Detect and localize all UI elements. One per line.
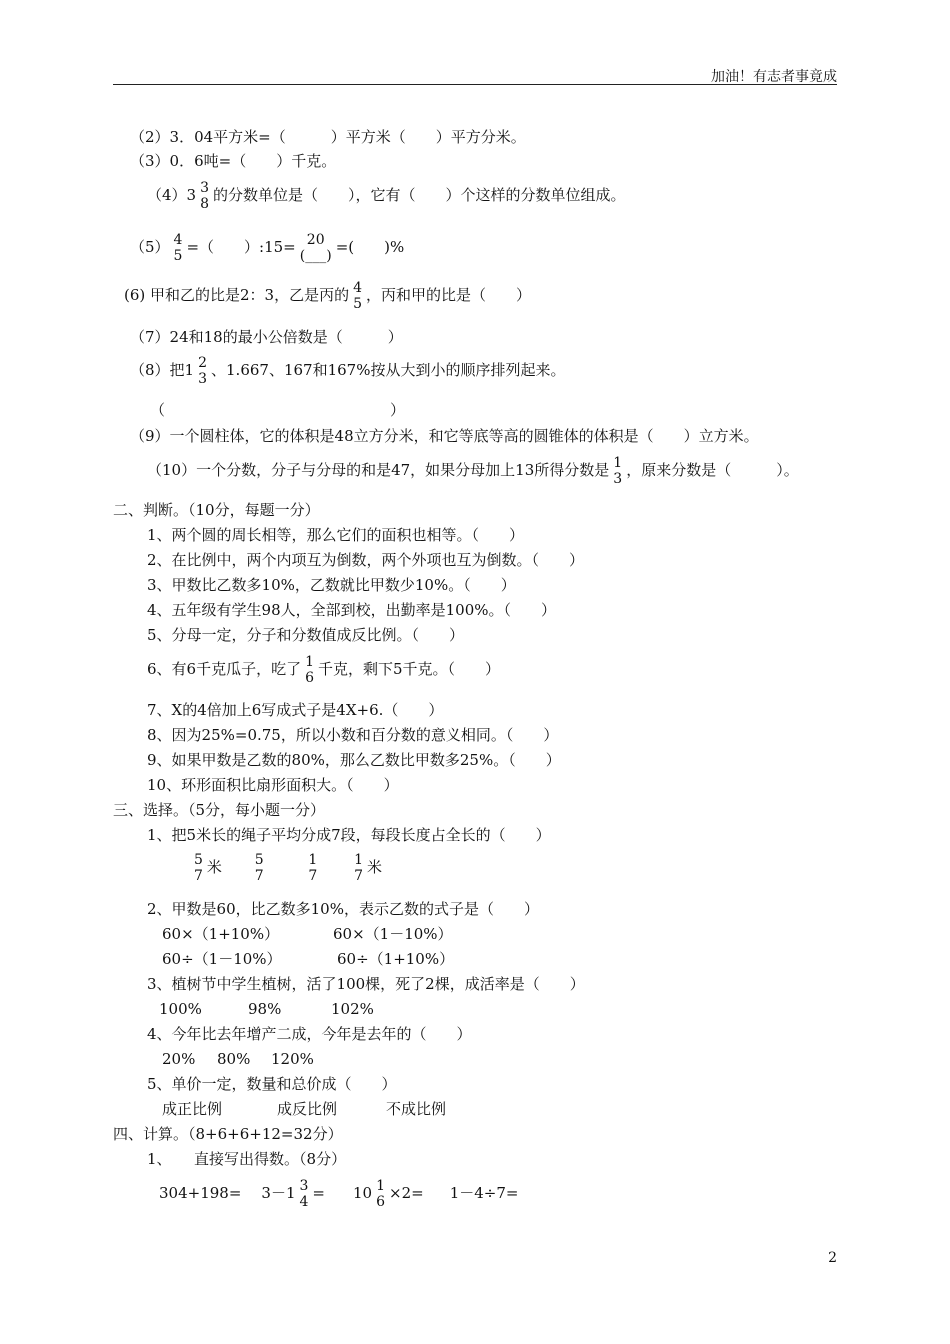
header-motto: 加油！有志者事竟成 — [711, 69, 837, 85]
calc-e3-den: 6 — [376, 1194, 386, 1210]
fill-q8-post: 、1.667、167和167%按从大到小的顺序排列起来。 — [211, 361, 566, 379]
fill-q8-den: 3 — [198, 371, 208, 387]
choice-q1-opt-a — [190, 852, 222, 884]
header-rule — [113, 84, 837, 85]
opt-den: 7 — [254, 868, 264, 884]
opt-num: 1 — [354, 852, 364, 868]
choice-q2: 2、甲数是60，比乙数多10%，表示乙数的式子是（ ） — [147, 900, 539, 918]
judge-title: 二、判断。（10分，每题一分） — [113, 501, 320, 519]
fill-q5-den: 5 — [173, 248, 183, 264]
fill-q8 — [130, 355, 565, 387]
fill-q4-post: 的分数单位是（ ），它有（ ）个这样的分数单位组成。 — [213, 186, 626, 204]
choice-q2-opt-d: 60÷（1+10%） — [337, 950, 455, 968]
fill-q6-fraction — [351, 280, 364, 312]
fill-q10-pre: （10）一个分数，分子与分母的和是47，如果分母加上13所得分数是 — [147, 461, 610, 479]
choice-q4-opt-a: 20% — [162, 1050, 196, 1068]
fill-q6-den: 5 — [353, 296, 363, 312]
choice-q3-opt-b: 98% — [248, 1000, 282, 1018]
fill-q4-fraction — [198, 180, 211, 212]
judge-item: 9、如果甲数是乙数的80%，那么乙数比甲数多25%。（ ） — [147, 751, 561, 769]
fill-q6-pre: (6) 甲和乙的比是2：3，乙是丙的 — [124, 286, 350, 304]
fill-q4-num: 3 — [200, 180, 210, 196]
choice-q1-opt-b — [251, 852, 268, 884]
calc-e2-den: 4 — [299, 1194, 309, 1210]
opt-unit: 米 — [206, 858, 222, 876]
calc-title: 四、计算。（8+6+6+12=32分） — [113, 1125, 343, 1143]
fill-q5-num: 4 — [173, 232, 183, 248]
fill-q10-post: ，原来分数是（ ）。 — [626, 461, 799, 479]
opt-unit: 米 — [367, 858, 383, 876]
fill-q4-den: 8 — [200, 196, 210, 212]
choice-q5: 5、单价一定，数量和总价成（ ） — [147, 1075, 397, 1093]
choice-q3-opt-c: 102% — [331, 1000, 374, 1018]
calc-e3-post: ×2= — [389, 1184, 424, 1202]
calc-e2-pre: 3－1 — [261, 1184, 296, 1202]
choice-q4-opt-b: 80% — [217, 1050, 251, 1068]
calc-e2-post: = — [312, 1184, 325, 1202]
choice-q1-opt-b-frac — [253, 852, 266, 884]
choice-q2-opt-a: 60×（1+10%） — [162, 925, 280, 943]
fill-q10 — [147, 455, 799, 487]
opt-den: 7 — [354, 868, 364, 884]
fill-q3: （3）0．6吨=（ ）千克。 — [130, 152, 337, 170]
page-number: 2 — [828, 1250, 837, 1266]
fill-q6 — [124, 280, 531, 312]
choice-q2-opt-b: 60×（1－10%） — [333, 925, 453, 943]
fill-q9: （9）一个圆柱体，它的体积是48立方分米，和它等底等高的圆锥体的体积是（ ）立方米。 — [130, 427, 759, 445]
calc-e4: 1－4÷7= — [449, 1184, 519, 1202]
judge-item6-post: 千克，剩下5千克。（ ） — [318, 660, 501, 678]
choice-q1: 1、把5米长的绳子平均分成7段，每段长度占全长的（ ） — [147, 826, 551, 844]
fill-q8-blank: （ ） — [150, 401, 406, 419]
fill-q4-pre: （4） — [147, 186, 187, 204]
fill-q6-post: ，丙和甲的比是（ ） — [366, 286, 532, 304]
calc-e1: 304+198= — [159, 1184, 242, 1202]
choice-q1-opt-d-frac — [352, 852, 365, 884]
choice-q4: 4、今年比去年增产二成，今年是去年的（ ） — [147, 1025, 472, 1043]
judge-item: 4、五年级有学生98人，全部到校，出勤率是100%。（ ） — [147, 601, 557, 619]
choice-q5-opt-b: 成反比例 — [277, 1100, 338, 1118]
judge-item6-num: 1 — [305, 654, 315, 670]
calc-sub1: 1、 直接写出得数。（8分） — [147, 1150, 347, 1168]
fill-q5-fraction2 — [298, 232, 334, 264]
judge-item-6 — [147, 654, 500, 686]
judge-item6-den: 6 — [305, 670, 315, 686]
choice-q5-opt-c: 不成比例 — [386, 1100, 447, 1118]
opt-num: 5 — [194, 852, 203, 868]
calc-e3-num: 1 — [376, 1178, 386, 1194]
opt-den: 7 — [194, 868, 203, 884]
choice-q3-opt-a: 100% — [159, 1000, 202, 1018]
fill-q10-den: 3 — [613, 471, 623, 487]
opt-num: 5 — [254, 852, 264, 868]
choice-q1-opt-d — [350, 852, 382, 884]
fill-q5-den2: (___) — [299, 248, 332, 264]
judge-item: 10、环形面积比扇形面积大。（ ） — [147, 776, 399, 794]
choice-q1-opts — [190, 852, 382, 884]
choice-q3: 3、植树节中学生植树，活了100棵，死了2棵，成活率是（ ） — [147, 975, 585, 993]
fill-q8-num: 2 — [198, 355, 208, 371]
choice-q1-opt-a-frac — [192, 852, 205, 884]
fill-q8-pre: （8）把1 — [130, 361, 195, 379]
fill-q2: （2）3．04平方米=（ ）平方米（ ）平方分米。 — [130, 128, 526, 146]
judge-item: 2、在比例中，两个内项互为倒数，两个外项也互为倒数。（ ） — [147, 551, 585, 569]
fill-q7: （7）24和18的最小公倍数是（ ） — [130, 328, 403, 346]
calc-e3-pre: 10 — [353, 1184, 373, 1202]
choice-title: 三、选择。（5分，每小题一分） — [113, 801, 326, 819]
fill-q6-num: 4 — [353, 280, 363, 296]
choice-q5-opt-a: 成正比例 — [162, 1100, 223, 1118]
fill-q8-fraction — [196, 355, 209, 387]
fill-q5 — [130, 232, 404, 264]
judge-item: 7、X的4倍加上6写成式子是4X+6.（ ） — [147, 701, 444, 719]
calc-exprs — [159, 1178, 518, 1210]
judge-item: 5、分母一定，分子和分数值成反比例。（ ） — [147, 626, 465, 644]
fill-q4 — [147, 180, 626, 212]
calc-e3-fraction — [374, 1178, 387, 1210]
judge-item: 8、因为25%=0.75，所以小数和百分数的意义相同。（ ） — [147, 726, 559, 744]
calc-e2-fraction — [298, 1178, 311, 1210]
fill-q5-post: =( )% — [335, 238, 405, 256]
judge-item: 3、甲数比乙数多10%，乙数就比甲数少10%。（ ） — [147, 576, 516, 594]
choice-q2-opt-c: 60÷（1－10%） — [162, 950, 282, 968]
choice-q1-opt-c-frac — [306, 852, 319, 884]
choice-q1-opt-c — [304, 852, 321, 884]
judge-item6-fraction — [303, 654, 316, 686]
opt-den: 7 — [308, 868, 318, 884]
fill-q5-fraction — [172, 232, 185, 264]
fill-q10-num: 1 — [613, 455, 623, 471]
calc-e2-num: 3 — [299, 1178, 309, 1194]
opt-num: 1 — [308, 852, 318, 868]
judge-item: 1、两个圆的周长相等，那么它们的面积也相等。（ ） — [147, 526, 525, 544]
choice-q4-opt-c: 120% — [271, 1050, 314, 1068]
fill-q5-pre: （5） — [130, 238, 170, 256]
judge-item6-pre: 6、有6千克瓜子，吃了 — [147, 660, 302, 678]
fill-q10-fraction — [611, 455, 624, 487]
fill-q4-whole: 3 — [186, 186, 197, 204]
fill-q5-num2: 20 — [306, 232, 325, 248]
fill-q5-mid: =（ ）:15= — [186, 238, 296, 256]
